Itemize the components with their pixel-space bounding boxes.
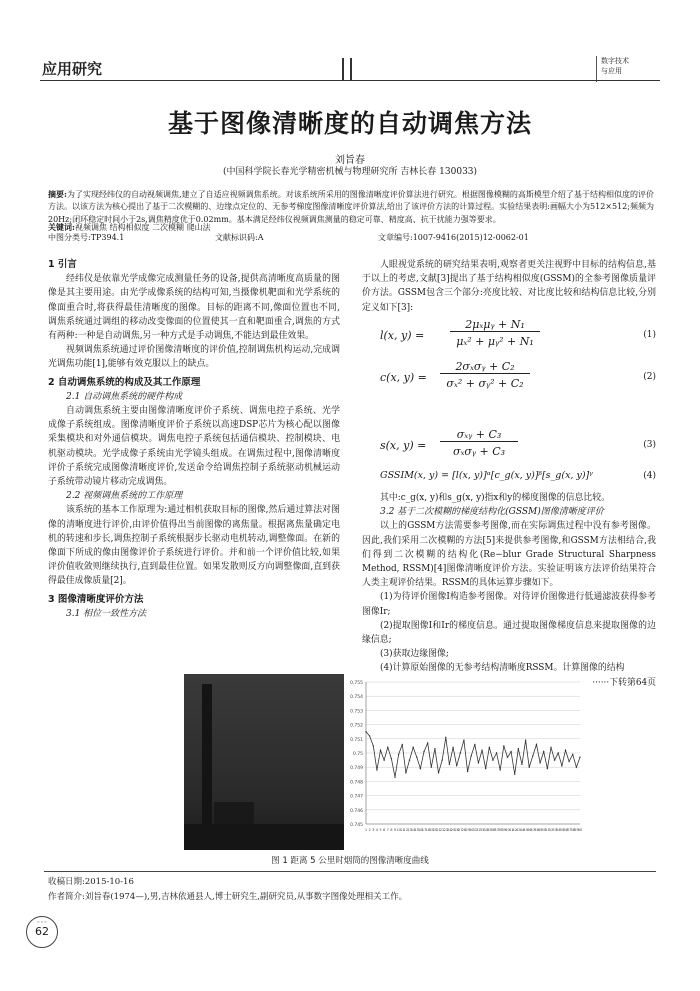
y-tick-label: 0.752	[350, 723, 363, 729]
paragraph: 其中:c_g(x, y)和s_g(x, y)指x和y的梯度图像的信息比较。	[380, 493, 610, 503]
eq-numerator: 2μₓμᵧ + N₁	[450, 318, 540, 332]
list-item: (1)为待评价图像I构造参考图像。对待评价图像进行低通滤波获得参考图像Ir;	[362, 592, 656, 617]
x-tick-label: 20	[432, 828, 438, 832]
paragraph: 该系统的基本工作原理为:通过相机获取目标的图像,然后通过算法对图像的清晰度进行评价,由评价值得出当前图像的离焦量。根据离焦量确定电机的转速和步长,调焦控制子系统根据步长驱动电机转动,调整像面。在新的像面下所成的像由图像评价子系统进行评价。并和前一个评价值比较,如果评价值收敛则继续执行,直到最佳位置。如果发散则反方向调整像面,直到获得最佳成像质量[2]。	[48, 505, 340, 587]
y-tick-label: 0.747	[350, 794, 363, 800]
y-tick-label: 0.75	[352, 752, 363, 757]
x-tick-label: 59	[574, 828, 579, 832]
data-point	[529, 767, 530, 768]
data-point	[554, 759, 555, 760]
data-point	[539, 762, 540, 763]
data-point	[492, 759, 493, 760]
x-tick-label: 48	[534, 828, 539, 832]
x-tick-label: 41	[508, 828, 514, 832]
eq-numerator: 2σₓσᵧ + C₂	[440, 360, 530, 374]
logo-line: 与应用	[601, 67, 622, 75]
x-tick-label: 37	[494, 828, 499, 832]
paragraph: 人眼视觉系统的研究结果表明,观察者更关注视野中目标的结构信息,基于以上的考虑,文献[3]提出了基于结构相似度(GSSM)的全参考图像质量评价方法。GSSM包含三个部分:亮度比较、对比度比较和结构信息比较,分别定义如下[3]:	[362, 260, 656, 313]
author-bio: 作者简介:刘旨春(1974—),男,吉林依通县人,博士研究生,副研究员,从事数字图像处理相关工作。	[48, 892, 408, 902]
data-point	[434, 748, 435, 749]
data-point	[383, 759, 384, 760]
paragraph: 以上的GSSM方法需要参考图像,而在实际调焦过程中没有参考图像。因此,我们采用二次模糊的方法[5]来提供参考图像,和GSSM方法相结合,我们得到二次模糊的结构化(Re−blur Grade Structural Sharpness Method, RSSM)[4]图像清晰度评价方法。实验证明该方法评价结果符合人类主观评价结果。RSSM的具体运算步骤如下。	[362, 521, 656, 589]
x-tick-label: 26	[454, 828, 459, 832]
x-tick-label: 18	[425, 828, 430, 832]
x-tick-label: 38	[497, 828, 503, 832]
data-point	[412, 747, 413, 748]
data-point	[380, 749, 381, 750]
x-tick-label: 3	[372, 828, 375, 832]
x-tick-label: 39	[501, 828, 507, 832]
page-number-badge	[26, 916, 58, 948]
x-tick-label: 45	[523, 828, 528, 832]
list-item: (2)提取图像I和Ir的梯度信息。通过提取图像梯度信息来提取图像的边缘信息;	[362, 620, 656, 646]
data-point	[391, 758, 392, 759]
keywords	[48, 221, 654, 234]
section-heading: 1 引言	[48, 259, 77, 270]
page-number: 62	[35, 925, 49, 938]
subsection-heading: 3.1 相位一致性方法	[66, 608, 147, 619]
affiliation: (中国科学院长春光学精密机械与物理研究所 吉林长春 130033)	[222, 167, 478, 177]
y-tick-label: 0.753	[350, 709, 363, 715]
x-tick-label: 6	[382, 828, 386, 832]
data-point	[470, 755, 471, 756]
right-column	[362, 258, 656, 315]
author: 刘旨春	[335, 155, 365, 166]
logo-line: 数字技术	[601, 57, 629, 65]
document-code: 文献标识码:A	[215, 233, 264, 242]
footnote-rule	[44, 871, 656, 872]
subsection-heading: 2.1 自动调焦系统的硬件构成	[66, 391, 183, 402]
data-point	[438, 772, 439, 773]
subsection-heading: 3.2 基于二次模糊的梯度结构化(GSSM)图像清晰度评价	[380, 507, 604, 518]
x-tick-label: 44	[519, 828, 525, 832]
paragraph: 视频调焦系统通过评价图像清晰度的评价值,控制调焦机构运动,完成调光调焦功能[1],能够有效克服以上的缺点。	[48, 345, 340, 370]
figure-caption: 图 1 距离 5 公里时烟筒的图像清晰度曲线	[271, 856, 429, 866]
list-item: (4)计算原始图像的无参考结构清晰度RSSM。计算图像的结构	[380, 663, 625, 674]
data-point	[500, 769, 501, 770]
paper-title: 基于图像清晰度的自动调焦方法	[167, 109, 532, 138]
data-point	[481, 749, 482, 750]
x-tick-label: 2	[368, 828, 371, 832]
data-point	[521, 764, 522, 765]
data-point	[405, 772, 406, 773]
chart-area	[344, 674, 584, 850]
x-tick-label: 57	[566, 828, 572, 832]
x-tick-label: 36	[490, 828, 496, 832]
data-point	[460, 752, 461, 753]
eq-lhs: c(x, y) =	[380, 371, 427, 384]
x-tick-label: 19	[428, 828, 434, 832]
x-tick-label: 60	[577, 828, 583, 832]
x-tick-label: 21	[436, 828, 441, 832]
x-tick-label: 10	[396, 828, 401, 832]
x-tick-label: 55	[559, 828, 565, 832]
data-point	[507, 757, 508, 758]
data-point	[550, 747, 551, 748]
left-column	[48, 258, 340, 621]
header-divider	[350, 58, 352, 80]
keywords-label: 关键词:	[48, 222, 75, 232]
data-point	[532, 755, 533, 756]
data-point	[485, 768, 486, 769]
x-tick-label: 51	[545, 828, 550, 832]
badge-icon: ◦◦◦	[36, 919, 48, 926]
eq-number: (4)	[643, 471, 656, 481]
x-tick-label: 7	[386, 828, 389, 832]
data-point	[510, 751, 511, 752]
eq-denominator: σₓσᵧ + C₃	[452, 445, 506, 458]
data-point	[547, 768, 548, 769]
data-point	[576, 767, 577, 768]
x-tick-label: 9	[393, 828, 397, 832]
data-point	[572, 754, 573, 755]
received-date: 收稿日期:2015-10-16	[48, 877, 134, 887]
data-point	[369, 735, 370, 736]
x-tick-label: 43	[516, 828, 521, 832]
eq-number: (3)	[643, 440, 656, 450]
abstract-label: 摘要:	[48, 189, 67, 199]
abstract-text: 为了实现经纬仪的自动视频调焦,建立了自适应视频调焦系统。对该系统所采用的图像清晰度评价算法进行研究。根据图像模糊的高斯模型介绍了基于结构相似度的评价方法。以该方法为核心提出了基于二次模糊的、边缘点定位的、无参考梯度图像清晰度评价算法,给出了该评价方法的计算过程。实验结果表明:画幅大小为512×512;频频为20Hz;闭环稳定时间小于2s,调焦精度优于0.02mm。基本满足经纬仪视频调焦测量的稳定可靠、精度高、抗干扰能力强等要求。	[48, 190, 654, 224]
eq-lhs: s(x, y) =	[380, 439, 427, 452]
eq-body: GSSIM(x, y) = [l(x, y)]ᵅ[c_g(x, y)]ᵝ[s_g(x, y)]ᵞ	[380, 470, 593, 481]
x-tick-label: 56	[563, 828, 568, 832]
x-tick-label: 32	[476, 828, 481, 832]
data-point	[568, 761, 569, 762]
x-tick-label: 12	[403, 828, 409, 832]
x-tick-label: 11	[399, 828, 405, 832]
data-point	[394, 776, 395, 777]
x-tick-label: 31	[472, 828, 478, 832]
y-tick-label: 0.745	[350, 823, 363, 828]
data-point	[514, 774, 515, 775]
eq-lhs: l(x, y) =	[380, 329, 425, 342]
section-label: 应用研究	[42, 60, 103, 78]
list-item: (3)获取边缘图像;	[380, 649, 449, 660]
y-tick-label: 0.748	[350, 780, 363, 786]
y-tick-label: 0.754	[350, 695, 363, 701]
clc-number: 中图分类号:TP394.1	[48, 233, 125, 242]
header-rule	[40, 80, 660, 81]
article-number: 文章编号:1007-9416(2015)12-0062-01	[378, 233, 529, 242]
paragraph: 自动调焦系统主要由图像清晰度评价子系统、调焦电控子系统、光学成像子系统组成。图像清晰度评价子系统以高速DSP芯片为核心配以图像采集模块和对外通信模块。调焦电控子系统包括通信模块、控制模块、电机驱动模块。光学成像子系统由光学镜头组成。在调焦过程中,图像清晰度评价子系统完成图像清晰度评价,发送命令给调焦控制子系统驱动机械运动子系统带动镜片移动完成调焦。	[48, 406, 340, 488]
y-tick-label: 0.751	[350, 737, 363, 743]
data-point	[416, 757, 417, 758]
x-tick-label: 30	[468, 828, 474, 832]
x-tick-label: 42	[512, 828, 518, 832]
data-point	[398, 754, 399, 755]
figure-graphic	[184, 674, 584, 850]
data-point	[543, 751, 544, 752]
x-tick-label: 52	[548, 828, 554, 832]
data-point	[456, 765, 457, 766]
equation-3	[380, 428, 656, 464]
x-tick-label: 8	[390, 828, 393, 832]
header-divider	[342, 58, 344, 80]
data-point	[565, 749, 566, 750]
data-point	[445, 737, 446, 738]
equation-1	[380, 318, 656, 354]
building	[214, 802, 254, 824]
figure-1	[184, 674, 584, 850]
x-tick-label: 33	[479, 828, 485, 832]
data-point	[409, 759, 410, 760]
eq-number: (2)	[643, 372, 656, 382]
equation-2	[380, 360, 656, 396]
data-point	[496, 752, 497, 753]
chart-background	[344, 674, 584, 850]
x-tick-label: 34	[483, 828, 488, 832]
data-point	[478, 762, 479, 763]
x-tick-label: 1	[364, 828, 368, 832]
eq-number: (1)	[643, 330, 656, 340]
x-tick-label: 46	[526, 828, 532, 832]
x-tick-label: 29	[465, 828, 470, 832]
data-point	[463, 740, 464, 741]
paragraph: 经纬仪是依靠光学成像完成测量任务的设备,提供高清晰度高质量的图像是其主要用途。由光学成像系统的结构可知,当摄像机靶面和光学系统的像面重合时,将获得最佳清晰度的图像。目标的距离不同,像面位置也不同,调焦系统通过调组的移动改变像面的位置使其一直和靶面重合,调焦的方式有两种:一种是自动调焦,另一种方式是手动调焦,不能达到最佳效果。	[48, 274, 340, 342]
right-column-lower	[362, 491, 656, 690]
x-tick-label: 49	[537, 828, 543, 832]
data-point	[420, 768, 421, 769]
data-point	[503, 745, 504, 746]
x-tick-label: 35	[487, 828, 492, 832]
data-point	[452, 747, 453, 748]
keywords-text: 视频调焦 结构相似度 二次模糊 爬山法	[74, 223, 211, 232]
x-tick-label: 54	[555, 828, 561, 832]
x-tick-label: 17	[421, 828, 427, 832]
data-point	[365, 731, 366, 732]
journal-logo	[596, 56, 663, 82]
data-point	[449, 764, 450, 765]
data-point	[561, 765, 562, 766]
data-point	[431, 767, 432, 768]
data-point	[474, 744, 475, 745]
x-tick-label: 40	[505, 828, 510, 832]
data-point	[423, 751, 424, 752]
data-point	[402, 744, 403, 745]
x-tick-label: 22	[439, 828, 445, 832]
x-tick-label: 5	[379, 828, 382, 832]
data-point	[467, 771, 468, 772]
data-point	[536, 744, 537, 745]
data-point	[518, 748, 519, 749]
x-tick-label: 58	[570, 828, 576, 832]
subsection-heading: 2.2 视频调焦系统的工作原理	[66, 491, 183, 502]
equation-4	[380, 470, 656, 486]
data-point	[427, 742, 428, 743]
x-tick-label: 14	[410, 828, 416, 832]
x-tick-label: 53	[552, 828, 557, 832]
y-tick-label: 0.746	[350, 808, 363, 814]
data-point	[373, 745, 374, 746]
x-tick-label: 24	[447, 828, 452, 832]
continued-note: ······下转第64页	[592, 677, 656, 688]
x-tick-label: 27	[458, 828, 463, 832]
data-point	[525, 740, 526, 741]
eq-denominator: μₓ² + μᵧ² + N₁	[456, 335, 534, 348]
x-tick-label: 23	[443, 828, 449, 832]
y-tick-label: 0.755	[350, 681, 363, 686]
data-point	[387, 747, 388, 748]
data-point	[558, 752, 559, 753]
y-tick-label: 0.749	[350, 766, 363, 772]
x-tick-label: 16	[418, 828, 423, 832]
x-tick-label: 28	[461, 828, 467, 832]
x-tick-label: 13	[407, 828, 412, 832]
data-point	[489, 747, 490, 748]
ground	[184, 824, 344, 850]
x-tick-label: 25	[450, 828, 456, 832]
x-tick-label: 50	[541, 828, 547, 832]
x-tick-label: 4	[375, 828, 379, 832]
x-tick-label: 15	[414, 828, 420, 832]
section-heading: 2 自动调焦系统的构成及其工作原理	[48, 376, 201, 388]
eq-denominator: σₓ² + σᵧ² + C₂	[446, 377, 524, 390]
chimney	[202, 684, 212, 834]
eq-numerator: σₓᵧ + C₃	[440, 428, 518, 442]
x-tick-label: 47	[530, 828, 536, 832]
data-point	[376, 769, 377, 770]
data-point	[579, 757, 580, 758]
data-point	[441, 759, 442, 760]
section-heading: 3 图像清晰度评价方法	[48, 593, 144, 605]
